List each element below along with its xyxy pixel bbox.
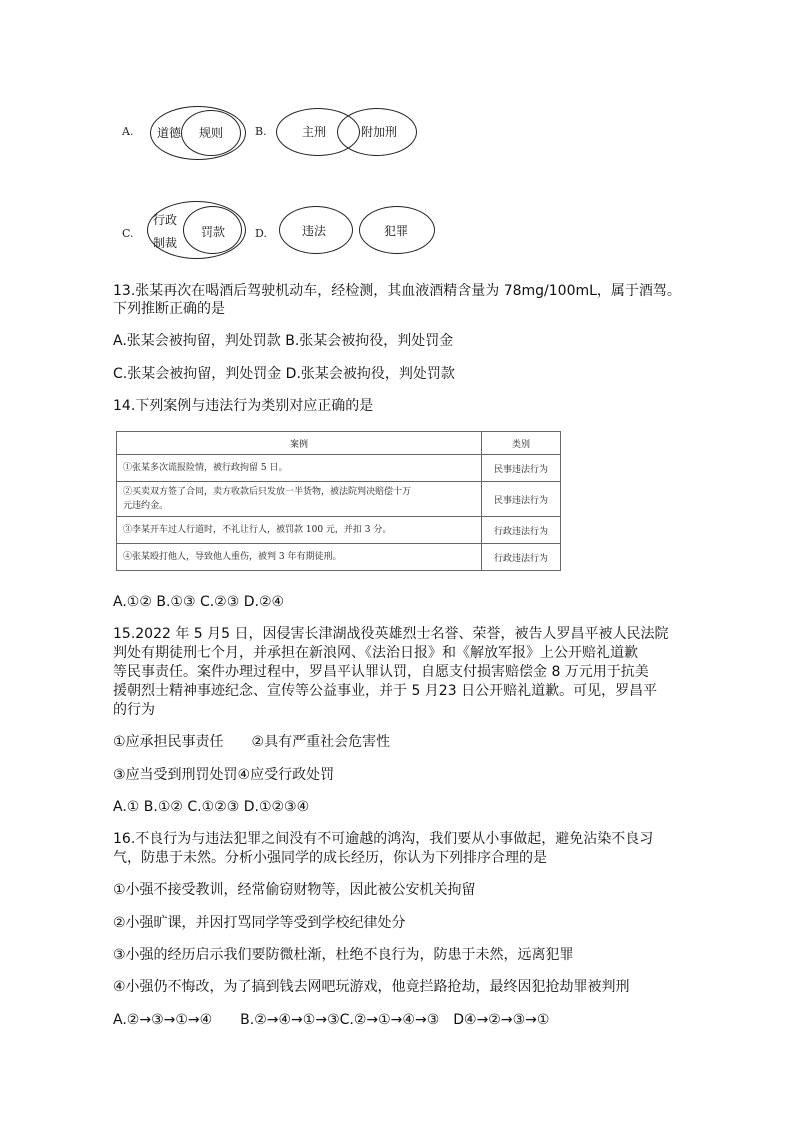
q13-options-ab: A.张某会被拘留，判处罚款 B.张某会被拘役，判处罚金 bbox=[113, 333, 454, 349]
label-sanction: 制裁 bbox=[153, 236, 178, 250]
label-crime: 犯罪 bbox=[384, 224, 409, 238]
case-cell bbox=[117, 482, 482, 517]
q13-stem-line1: 13.张某再次在喝酒后驾驶机动车，经检测，其血液酒精含量为 78mg/100mL，属于酒驾。 bbox=[113, 283, 681, 299]
case-cell: ③李某开车过人行道时，不礼让行人，被罚款 100 元，并扣 3 分。 bbox=[117, 517, 482, 544]
q15-stem-line3: 等民事责任。案件办理过程中，罗昌平认罪认罚，自愿支付损害赔偿金 8 万元用于抗美 bbox=[113, 664, 649, 680]
q16-stem-line2: 气，防患于未然。分析小强同学的成长经历，你认为下列排序合理的是 bbox=[113, 850, 547, 866]
case-cell-line1: ②买卖双方签了合同，卖方收款后只发放一半货物，被法院判决赔偿十万 bbox=[123, 487, 412, 497]
q16-statement-2: ②小强旷课，并因打骂同学等受到学校纪律处分 bbox=[113, 915, 406, 931]
label-rules: 规则 bbox=[199, 126, 224, 140]
case-cell: ①张某多次谎报险情，被行政拘留 5 日。 bbox=[117, 455, 482, 482]
label-supplementary-penalty: 附加刑 bbox=[361, 125, 398, 139]
label-morality: 道德 bbox=[157, 126, 182, 140]
option-letter-c: C. bbox=[122, 227, 134, 240]
q15-options: A.① B.①② C.①②③ D.①②③④ bbox=[113, 799, 310, 815]
q16-statement-4: ④小强仍不悔改，为了搞到钱去网吧玩游戏，他竟拦路抢劫，最终因犯抢劫罪被判刑 bbox=[113, 979, 630, 995]
label-violation: 违法 bbox=[302, 224, 327, 238]
category-cell: 行政违法行为 bbox=[482, 517, 561, 544]
label-fine: 罚款 bbox=[201, 225, 226, 239]
table-row bbox=[117, 517, 561, 544]
case-cell-line2: 元违约金。 bbox=[123, 501, 169, 511]
category-cell: 民事违法行为 bbox=[482, 482, 561, 517]
q15-statements-34: ③应当受到刑罚处罚④应受行政处罚 bbox=[113, 767, 335, 783]
table-row bbox=[117, 544, 561, 571]
option-letter-d: D. bbox=[255, 227, 267, 240]
q15-stem-line1: 15.2022 年 5 月5 日，因侵害长津湖战役英雄烈士名誉、荣誉，被告人罗昌平被人民法院 bbox=[113, 626, 669, 642]
label-administrative: 行政 bbox=[153, 213, 178, 227]
q16-stem-line1: 16.不良行为与违法犯罪之间没有不可逾越的鸿沟，我们要从小事做起，避免沾染不良习 bbox=[113, 831, 654, 847]
option-letter-b: B. bbox=[255, 125, 267, 138]
q14-options: A.①② B.①③ C.②③ D.②④ bbox=[113, 594, 285, 610]
header-case: 案例 bbox=[117, 432, 482, 455]
q15-stem-line5: 的行为 bbox=[113, 702, 155, 718]
header-category: 类别 bbox=[482, 432, 561, 455]
q13-options-cd: C.张某会被拘留，判处罚金 D.张某会被拘役，判处罚款 bbox=[113, 366, 455, 382]
q13-stem-line2: 下列推断正确的是 bbox=[113, 301, 225, 317]
label-principal-penalty: 主刑 bbox=[302, 125, 327, 139]
q14-stem: 14.下列案例与违法行为类别对应正确的是 bbox=[113, 398, 374, 414]
table-row bbox=[117, 455, 561, 482]
q15-stem-line4: 援朝烈士精神事迹纪念、宣传等公益事业，并于 5 月23 日公开赔礼道歉。可见，罗昌平 bbox=[113, 683, 658, 699]
case-cell: ④张某殴打他人，导致他人重伤，被判 3 年有期徒刑。 bbox=[117, 544, 482, 571]
category-cell: 行政违法行为 bbox=[482, 544, 561, 571]
q14-case-table bbox=[116, 431, 561, 571]
q15-stem-line2: 判处有期徒刑七个月，并承担在新浪网、《法治日报》和《解放军报》上公开赔礼道歉 bbox=[113, 645, 638, 661]
table-row bbox=[117, 482, 561, 517]
table-header-row bbox=[117, 432, 561, 455]
q16-options: A.②→③→①→④ B.②→④→①→③C.②→①→④→③ D④→②→③→① bbox=[113, 1012, 550, 1028]
q16-statement-1: ①小强不接受教训，经常偷窃财物等，因此被公安机关拘留 bbox=[113, 882, 476, 898]
q16-statement-3: ③小强的经历启示我们要防微杜渐，杜绝不良行为，防患于未然，远离犯罪 bbox=[113, 947, 574, 963]
category-cell: 民事违法行为 bbox=[482, 455, 561, 482]
q15-statements-12: ①应承担民事责任 ②具有严重社会危害性 bbox=[113, 734, 391, 750]
option-letter-a: A. bbox=[122, 125, 134, 138]
